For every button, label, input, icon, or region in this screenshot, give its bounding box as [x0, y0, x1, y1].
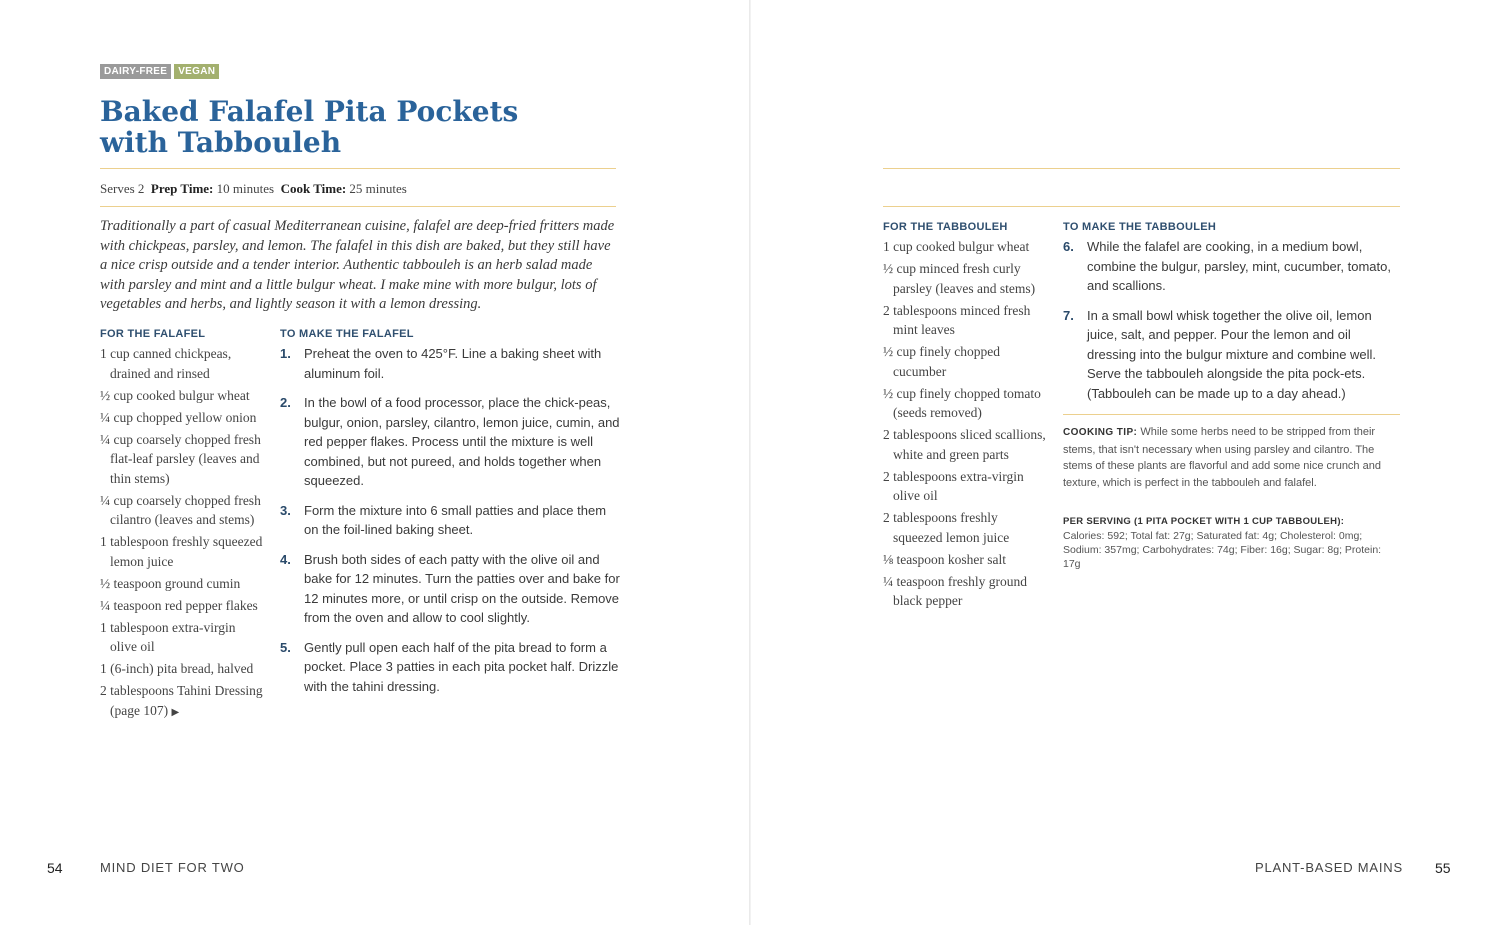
- right-top-rule: [883, 168, 1400, 169]
- serves: Serves 2: [100, 181, 145, 196]
- left-page-number: 54: [47, 860, 63, 876]
- step-item: [1063, 306, 1401, 404]
- step-text: Form the mixture into 6 small patties and place them on the foil-lined baking sheet.: [304, 502, 607, 537]
- continue-arrow-icon: ▶: [171, 706, 180, 718]
- ingredient-item: 1 tablespoon freshly squeezed lemon juice: [100, 534, 263, 569]
- tabbouleh-ingredients-list: [883, 237, 1048, 613]
- prep-time-value: 10 minutes: [216, 181, 275, 196]
- prep-time-label: Prep Time:: [150, 181, 214, 196]
- cook-time-value: 25 minutes: [349, 181, 407, 196]
- tabbouleh-ingredients-heading: FOR THE TABBOULEH: [883, 221, 1008, 233]
- ingredient-item: ¼ teaspoon red pepper flakes: [100, 597, 258, 613]
- ingredient-item: ½ cup finely chopped cucumber: [883, 344, 1000, 379]
- recipe-title-line1: Baked Falafel Pita Pockets: [100, 95, 519, 128]
- right-running-footer: PLANT-BASED MAINS: [1255, 860, 1403, 875]
- recipe-title: [100, 96, 620, 158]
- ingredient-item: ½ cup minced fresh curly parsley (leaves and stems): [883, 261, 1036, 296]
- right-page-number: 55: [1435, 860, 1451, 876]
- ingredient-item: 1 tablespoon extra-virgin olive oil: [100, 619, 236, 654]
- step-number: 1.: [280, 346, 291, 361]
- ingredient-item: 1 (6-inch) pita bread, halved: [100, 661, 254, 676]
- falafel-ingredients-list: [100, 344, 265, 725]
- ingredient-item: 2 tablespoons Tahini Dressing (page 107) ▶: [100, 683, 263, 718]
- ingredient-item: ½ cup finely chopped tomato (seeds removed): [883, 385, 1041, 420]
- ingredient-item: ¼ cup coarsely chopped fresh cilantro (leaves and stems): [100, 492, 261, 527]
- ingredient-item: ½ teaspoon ground cumin: [100, 575, 241, 591]
- ingredient-item: 2 tablespoons freshly squeezed lemon juice: [883, 510, 1010, 545]
- step-item: [280, 501, 620, 540]
- ingredient-item: ½ cup cooked bulgur wheat: [100, 387, 250, 403]
- title-rule: [100, 168, 616, 169]
- ingredient-item: 1 cup canned chickpeas, drained and rinsed: [100, 346, 232, 381]
- tag-vegan: VEGAN: [174, 64, 219, 79]
- step-number: 2.: [280, 395, 291, 410]
- falafel-steps-list: [280, 344, 620, 706]
- ingredient-item: ⅛ teaspoon kosher salt: [883, 551, 1006, 567]
- ingredient-item: 1 cup cooked bulgur wheat: [883, 239, 1030, 254]
- falafel-ingredients-heading: FOR THE FALAFEL: [100, 328, 206, 340]
- step-number: 7.: [1063, 307, 1074, 323]
- diet-tags: [100, 64, 219, 79]
- ingredient-item: ¼ cup coarsely chopped fresh flat-leaf parsley (leaves and thin stems): [100, 431, 261, 486]
- tip-rule: [1063, 414, 1400, 415]
- step-item: [280, 638, 620, 697]
- step-item: [1063, 237, 1401, 296]
- falafel-steps-heading: TO MAKE THE FALAFEL: [280, 328, 414, 340]
- step-text: Gently pull open each half of the pita bread to form a pocket. Place 3 patties in each pita pocket half. Drizzle with the tahini dressing.: [304, 639, 619, 694]
- ingredient-item: 2 tablespoons minced fresh mint leaves: [883, 302, 1031, 337]
- recipe-intro: Traditionally a part of casual Mediterranean cuisine, falafel are deep-fried fritters made with chickpeas, parsley, and lemon. The falafel in this dish are baked, but they still have a nice crisp outside and a tender interior. Authentic tabbouleh is an herb salad made with parsley and mint and a little bulgur wheat. I make mine with more bulgur, lots of vegetables and herbs, and lightly season it with a lemon dressing.: [100, 218, 615, 312]
- cooking-tip-label: COOKING TIP:: [1063, 427, 1138, 438]
- step-number: 5.: [280, 639, 291, 655]
- step-item: [280, 550, 620, 628]
- tabbouleh-steps-heading: TO MAKE THE TABBOULEH: [1063, 221, 1217, 233]
- step-text: In the bowl of a food processor, place the chick-peas, bulgur, onion, parsley, cilantro, lemon juice, cumin, and red pepper flakes. Process until the mixture is well combined, but not pureed, and holds together when squeezed.: [304, 395, 620, 488]
- step-number: 4.: [280, 551, 291, 567]
- step-text: While the falafel are cooking, in a medium bowl, combine the bulgur, parsley, mint, cucumber, tomato, and scallions.: [1087, 239, 1391, 293]
- ingredient-item: ¼ cup chopped yellow onion: [100, 409, 257, 425]
- cooking-tip: [1063, 424, 1401, 491]
- tabbouleh-steps-list: [1063, 237, 1401, 413]
- ingredient-item: 2 tablespoons extra-virgin olive oil: [883, 468, 1024, 503]
- page-gutter: [749, 0, 751, 925]
- cook-time-label: Cook Time:: [280, 181, 347, 196]
- tag-dairy-free: DAIRY-FREE: [100, 64, 171, 79]
- step-text: In a small bowl whisk together the olive oil, lemon juice, salt, and pepper. Pour the lemon and oil dressing into the bulgur mixture and combine well. Serve the tabbouleh alongside the pita pock-ets. (Tabbouleh can be made up to a day ahead.): [1087, 307, 1377, 401]
- ingredient-item: ¼ teaspoon freshly ground black pepper: [883, 573, 1027, 608]
- ingredient-item: 2 tablespoons sliced scallions, white and green parts: [883, 427, 1046, 462]
- nutrition-label: PER SERVING (1 PITA POCKET WITH 1 CUP TABBOULEH):: [1063, 516, 1345, 527]
- step-text: Preheat the oven to 425°F. Line a baking sheet with aluminum foil.: [304, 346, 602, 381]
- step-text: Brush both sides of each patty with the olive oil and bake for 12 minutes. Turn the patties over and bake for 12 minutes more, or until crisp on the outside. Remove from the oven and allow to cool slightly.: [304, 551, 620, 625]
- step-number: 3.: [280, 502, 291, 518]
- meta-rule: [100, 206, 616, 207]
- recipe-meta: [100, 181, 407, 197]
- right-second-rule: [883, 206, 1400, 207]
- recipe-title-line2: with Tabbouleh: [100, 126, 342, 159]
- step-item: [280, 344, 620, 383]
- cooking-tip-text: While some herbs need to be stripped from their stems, that isn't necessary when using parsley and cilantro. The stems of these plants are flavorful and add some nice crunch and texture, which is perfect in the tabbouleh and falafel.: [1063, 426, 1381, 489]
- step-item: [280, 393, 620, 491]
- left-running-footer: MIND DIET FOR TWO: [100, 860, 245, 875]
- nutrition-facts: Calories: 592; Total fat: 27g; Saturated fat: 4g; Cholesterol: 0mg; Sodium: 357mg; Carbohydrates: 74g; Fiber: 16g; Sugar: 8g; Protein: 17g: [1063, 530, 1382, 570]
- step-number: 6.: [1063, 239, 1074, 254]
